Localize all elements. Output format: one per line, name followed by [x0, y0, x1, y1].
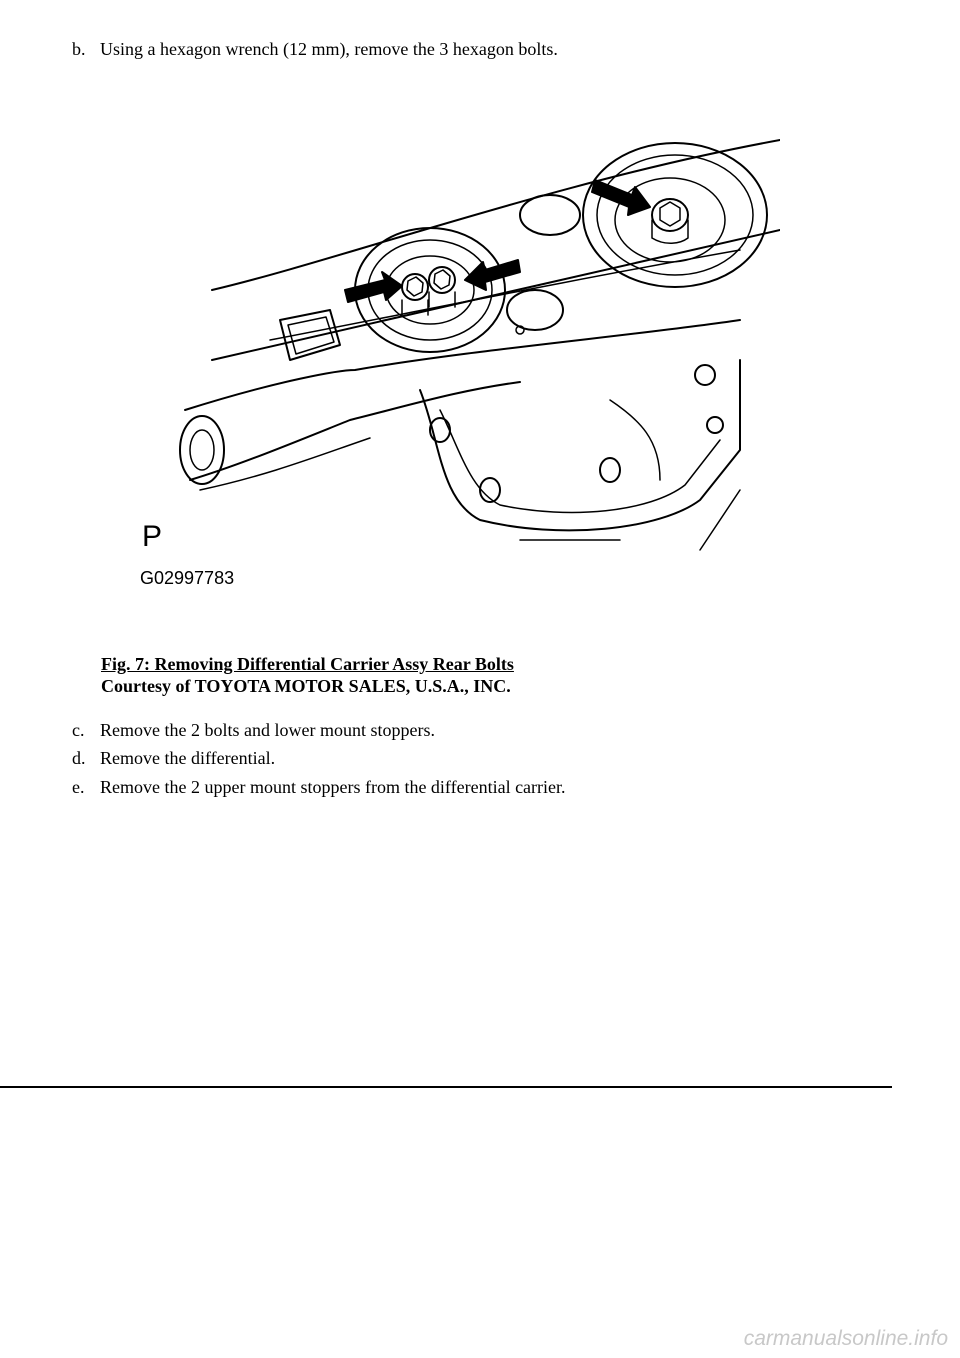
step-d — [72, 747, 275, 769]
step-c-text: Remove the 2 bolts and lower mount stoppers. — [100, 720, 435, 740]
caption-credit: Courtesy of TOYOTA MOTOR SALES, U.S.A., INC. — [101, 676, 511, 696]
differential-carrier-illustration — [140, 120, 780, 600]
page-divider — [0, 1086, 892, 1088]
figure-caption — [101, 653, 514, 697]
step-b-label: b. — [72, 39, 86, 59]
figure-code: G02997783 — [140, 568, 235, 588]
step-c-label: c. — [72, 720, 85, 740]
step-b-text: Using a hexagon wrench (12 mm), remove the 3 hexagon bolts. — [100, 39, 558, 59]
step-d-text: Remove the differential. — [100, 748, 276, 768]
watermark: carmanualsonline.info — [743, 1327, 948, 1350]
step-c — [72, 719, 435, 741]
step-e — [72, 776, 566, 798]
step-d-label: d. — [72, 748, 86, 768]
view-letter: P — [142, 520, 163, 553]
step-e-label: e. — [72, 777, 85, 797]
step-e-text: Remove the 2 upper mount stoppers from the differential carrier. — [100, 777, 566, 797]
step-b — [72, 38, 558, 60]
caption-title[interactable]: Fig. 7: Removing Differential Carrier Assy Rear Bolts — [101, 654, 514, 674]
